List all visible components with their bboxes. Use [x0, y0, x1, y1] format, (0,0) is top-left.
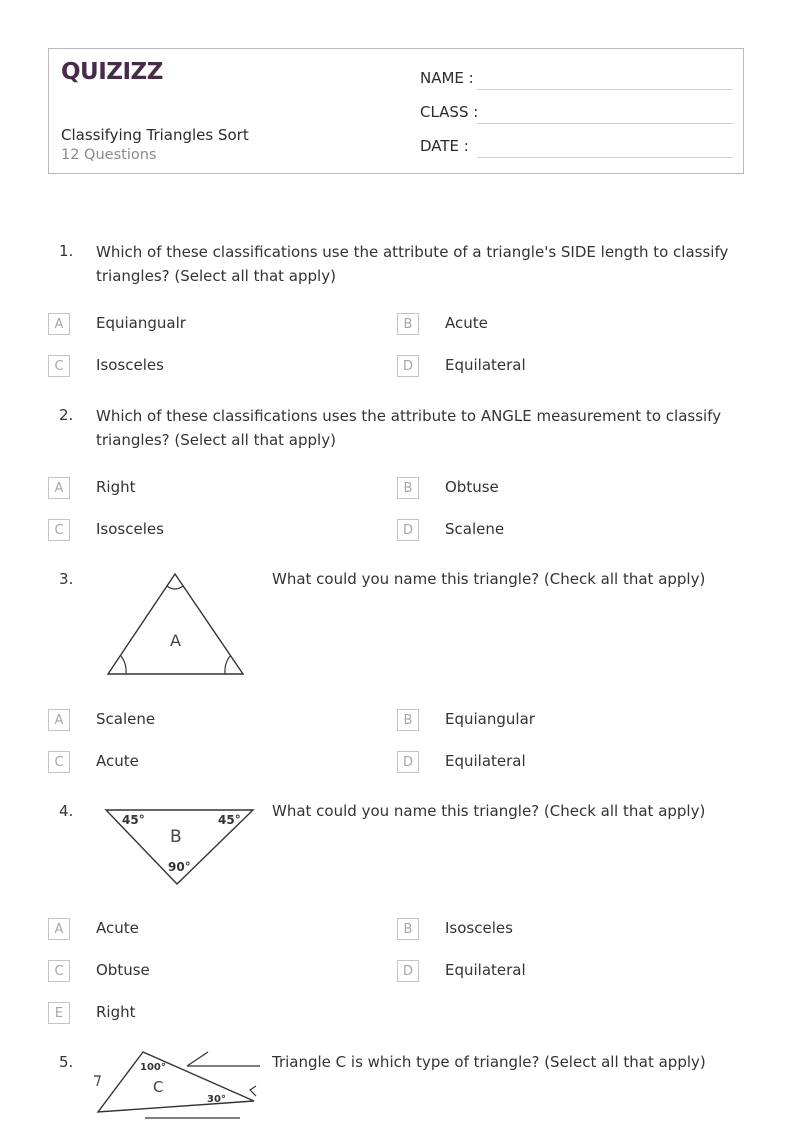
option-letter: D	[397, 960, 419, 982]
triangle-b-figure	[100, 804, 260, 890]
option-letter: D	[397, 751, 419, 773]
question-number: 3.	[59, 570, 74, 588]
cropped-mark	[250, 1086, 256, 1096]
question-text: Which of these classifications uses the attribute to ANGLE measurement to classify triangles? (Select all that apply)	[96, 407, 722, 449]
angle-label: 45°	[122, 813, 145, 827]
question-number: 2.	[59, 406, 74, 424]
triangle-a-figure	[100, 568, 250, 680]
option-text: Equilateral	[445, 961, 526, 979]
option-text: Equilateral	[445, 356, 526, 374]
name-label: NAME :	[420, 69, 474, 87]
option-text: Equiangular	[445, 710, 535, 728]
name-line[interactable]	[477, 89, 733, 90]
option-letter: E	[48, 1002, 70, 1024]
option-text: Isosceles	[96, 520, 164, 538]
option-letter: D	[397, 519, 419, 541]
option-letter: A	[48, 477, 70, 499]
class-line[interactable]	[477, 123, 733, 124]
option-text: Equilateral	[445, 752, 526, 770]
triangle-label: C	[153, 1078, 164, 1096]
date-line[interactable]	[477, 157, 733, 158]
triangle-c-figure	[90, 1046, 260, 1123]
question-number: 4.	[59, 802, 74, 820]
class-label: CLASS :	[420, 103, 479, 121]
triangle-label: B	[170, 827, 182, 847]
option-text: Obtuse	[445, 478, 499, 496]
angle-arc	[167, 586, 183, 589]
question-text: Triangle C is which type of triangle? (Select all that apply)	[272, 1053, 706, 1071]
triangle-label: A	[170, 631, 181, 650]
option-text: Isosceles	[96, 356, 164, 374]
option-text: Acute	[96, 752, 139, 770]
option-letter: C	[48, 355, 70, 377]
option-text: Acute	[96, 919, 139, 937]
question-number: 1.	[59, 242, 74, 260]
worksheet-header	[48, 48, 744, 174]
option-text: Obtuse	[96, 961, 150, 979]
option-letter: A	[48, 709, 70, 731]
option-letter: B	[397, 477, 419, 499]
question-text: Which of these classifications use the attribute of a triangle's SIDE length to classify triangles? (Select all that apply)	[96, 243, 729, 285]
option-letter: B	[397, 918, 419, 940]
option-text: Scalene	[445, 520, 505, 538]
triangle-c-shape	[98, 1052, 254, 1112]
angle-label: 90°	[168, 860, 191, 874]
option-letter: C	[48, 751, 70, 773]
option-letter: A	[48, 918, 70, 940]
option-letter: A	[48, 313, 70, 335]
option-text: Right	[96, 478, 136, 496]
option-letter: C	[48, 960, 70, 982]
cropped-mark	[187, 1052, 208, 1066]
option-letter: B	[397, 313, 419, 335]
option-text: Acute	[445, 314, 488, 332]
worksheet-title: Classifying Triangles Sort	[61, 126, 249, 144]
cropped-mark	[94, 1076, 100, 1086]
angle-arc	[225, 656, 230, 674]
question-text: What could you name this triangle? (Check all that apply)	[272, 802, 706, 820]
option-text: Scalene	[96, 710, 156, 728]
angle-label: 30°	[207, 1094, 226, 1105]
option-text: Right	[96, 1003, 136, 1021]
quizizz-logo: QUIZIZZ	[61, 59, 163, 85]
option-letter: B	[397, 709, 419, 731]
question-number: 5.	[59, 1053, 74, 1071]
option-letter: C	[48, 519, 70, 541]
angle-arc	[121, 656, 126, 674]
angle-label: 45°	[218, 813, 241, 827]
option-text: Isosceles	[445, 919, 513, 937]
date-label: DATE :	[420, 137, 469, 155]
option-letter: D	[397, 355, 419, 377]
option-text: Equiangualr	[96, 314, 186, 332]
question-text: What could you name this triangle? (Check all that apply)	[272, 570, 706, 588]
question-count: 12 Questions	[61, 147, 157, 163]
angle-label: 100°	[140, 1062, 166, 1073]
